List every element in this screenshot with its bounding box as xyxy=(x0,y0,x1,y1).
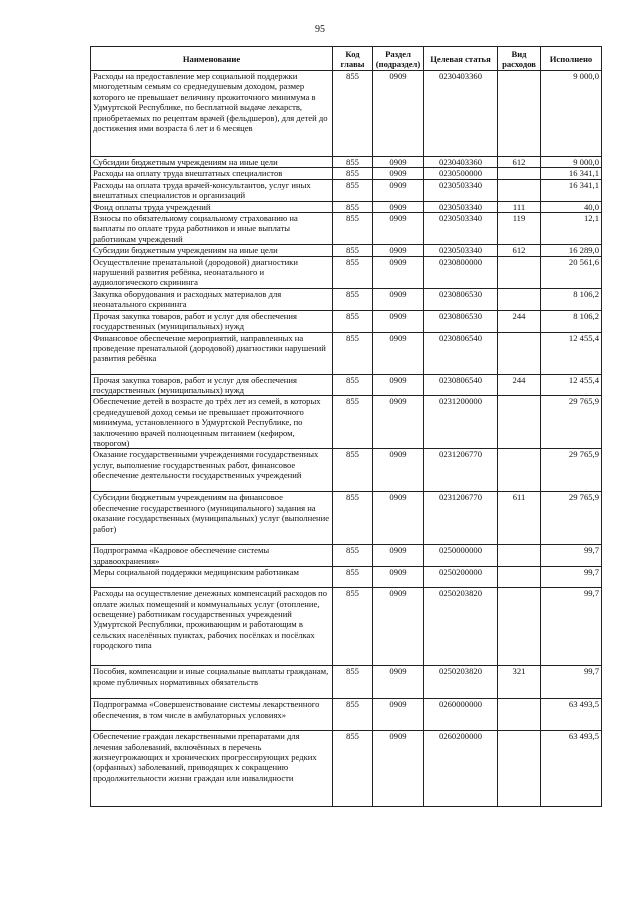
row-type: 111 xyxy=(498,201,541,212)
row-amount: 12,1 xyxy=(541,213,602,245)
row-amount: 29 765,9 xyxy=(541,449,602,492)
header-type: Вид расходов xyxy=(498,47,541,71)
table-row xyxy=(91,288,602,310)
row-type xyxy=(498,256,541,288)
row-amount: 16 341,1 xyxy=(541,168,602,179)
row-article: 0230806530 xyxy=(424,310,498,332)
row-article: 0250000000 xyxy=(424,545,498,567)
row-name: Прочая закупка товаров, работ и услуг для обеспечения государственных (муниципальных) нужд xyxy=(91,310,333,332)
row-article: 0250200000 xyxy=(424,567,498,588)
row-section: 0909 xyxy=(373,288,424,310)
row-code: 855 xyxy=(333,699,373,731)
row-section: 0909 xyxy=(373,567,424,588)
row-section: 0909 xyxy=(373,731,424,807)
row-type xyxy=(498,332,541,374)
row-code: 855 xyxy=(333,731,373,807)
row-name: Расходы на оплата труда врачей-консультантов, услуг иных внештатных специалистов и организаций xyxy=(91,179,333,201)
row-section: 0909 xyxy=(373,256,424,288)
row-article: 0230800000 xyxy=(424,256,498,288)
row-code: 855 xyxy=(333,256,373,288)
row-type: 244 xyxy=(498,374,541,396)
table-row xyxy=(91,256,602,288)
row-code: 855 xyxy=(333,492,373,545)
table-row xyxy=(91,731,602,807)
row-section: 0909 xyxy=(373,179,424,201)
row-type xyxy=(498,179,541,201)
row-section: 0909 xyxy=(373,168,424,179)
row-code: 855 xyxy=(333,332,373,374)
row-code: 855 xyxy=(333,588,373,666)
row-amount: 99,7 xyxy=(541,588,602,666)
row-section: 0909 xyxy=(373,588,424,666)
row-code: 855 xyxy=(333,245,373,256)
row-name: Фонд оплаты труда учреждений xyxy=(91,201,333,212)
row-name: Обеспечение детей в возрасте до трёх лет из семей, в которых среднедушевой доход семьи не превышает прожиточного минимума, установленного в Удмуртской Республике, по заключению врачей полноценным питанием (кефиром, творогом) xyxy=(91,396,333,449)
row-name: Расходы на предоставление мер социальной поддержки многодетным семьям со среднедушевым доходом, размер которого не превышает величину прожиточного минимума в Удмуртской Республике, по бесплатной выдаче лекарств, приобретаемых по рецептам врачей (фельдшеров), для детей до достижения ими возраста 6 лет и 6 месяцев xyxy=(91,71,333,157)
header-code: Код главы xyxy=(333,47,373,71)
row-type: 244 xyxy=(498,310,541,332)
row-type: 612 xyxy=(498,245,541,256)
row-code: 855 xyxy=(333,71,373,157)
row-type xyxy=(498,168,541,179)
table-row xyxy=(91,201,602,212)
table-row xyxy=(91,545,602,567)
row-name: Субсидии бюджетным учреждениям на иные цели xyxy=(91,245,333,256)
row-article: 0231206770 xyxy=(424,492,498,545)
table-row xyxy=(91,374,602,396)
table-row xyxy=(91,310,602,332)
table-row xyxy=(91,179,602,201)
row-code: 855 xyxy=(333,545,373,567)
row-name: Подпрограмма «Совершенствование системы лекарственного обеспечения, в том числе в амбулаторных условиях» xyxy=(91,699,333,731)
row-type xyxy=(498,699,541,731)
row-code: 855 xyxy=(333,179,373,201)
table-body xyxy=(91,71,602,807)
row-amount: 9 000,0 xyxy=(541,71,602,157)
row-code: 855 xyxy=(333,201,373,212)
table-row xyxy=(91,213,602,245)
row-article: 0230806540 xyxy=(424,332,498,374)
row-article: 0231206770 xyxy=(424,449,498,492)
row-amount: 99,7 xyxy=(541,567,602,588)
row-article: 0230403360 xyxy=(424,157,498,168)
row-code: 855 xyxy=(333,157,373,168)
row-type xyxy=(498,731,541,807)
table-row xyxy=(91,492,602,545)
row-amount: 12 455,4 xyxy=(541,374,602,396)
row-article: 0230503340 xyxy=(424,245,498,256)
table-row xyxy=(91,666,602,699)
row-name: Субсидии бюджетным учреждениям на финансовое обеспечение государственного (муниципального) задания на оказание государственных (муниципальных) услуг (выполнение работ) xyxy=(91,492,333,545)
row-section: 0909 xyxy=(373,666,424,699)
row-article: 0250203820 xyxy=(424,666,498,699)
row-amount: 16 289,0 xyxy=(541,245,602,256)
row-name: Подпрограмма «Кадровое обеспечение системы здравоохранения» xyxy=(91,545,333,567)
row-type xyxy=(498,545,541,567)
row-section: 0909 xyxy=(373,699,424,731)
row-article: 0260000000 xyxy=(424,699,498,731)
row-type: 611 xyxy=(498,492,541,545)
header-section: Раздел (подраздел) xyxy=(373,47,424,71)
row-article: 0250203820 xyxy=(424,588,498,666)
header-article: Целевая статья xyxy=(424,47,498,71)
row-code: 855 xyxy=(333,666,373,699)
row-code: 855 xyxy=(333,374,373,396)
table-row xyxy=(91,332,602,374)
budget-table xyxy=(90,46,602,807)
row-amount: 9 000,0 xyxy=(541,157,602,168)
row-code: 855 xyxy=(333,396,373,449)
row-name: Прочая закупка товаров, работ и услуг для обеспечения государственных (муниципальных) нужд xyxy=(91,374,333,396)
row-amount: 20 561,6 xyxy=(541,256,602,288)
row-amount: 63 493,5 xyxy=(541,731,602,807)
row-amount: 8 106,2 xyxy=(541,288,602,310)
row-code: 855 xyxy=(333,567,373,588)
row-article: 0230806530 xyxy=(424,288,498,310)
row-section: 0909 xyxy=(373,374,424,396)
row-type xyxy=(498,288,541,310)
row-article: 0230503340 xyxy=(424,213,498,245)
header-name: Наименование xyxy=(91,47,333,71)
row-amount: 8 106,2 xyxy=(541,310,602,332)
row-name: Пособия, компенсации и иные социальные выплаты гражданам, кроме публичных нормативных обязательств xyxy=(91,666,333,699)
row-article: 0230500000 xyxy=(424,168,498,179)
row-name: Взносы по обязательному социальному страхованию на выплаты по оплате труда работников и иные выплаты работникам учреждений xyxy=(91,213,333,245)
row-name: Субсидии бюджетным учреждениям на иные цели xyxy=(91,157,333,168)
row-amount: 12 455,4 xyxy=(541,332,602,374)
row-type: 321 xyxy=(498,666,541,699)
table-row xyxy=(91,449,602,492)
row-amount: 16 341,1 xyxy=(541,179,602,201)
row-section: 0909 xyxy=(373,71,424,157)
row-code: 855 xyxy=(333,288,373,310)
row-type: 612 xyxy=(498,157,541,168)
row-article: 0230806540 xyxy=(424,374,498,396)
header-executed: Исполнено xyxy=(541,47,602,71)
row-code: 855 xyxy=(333,213,373,245)
row-article: 0260200000 xyxy=(424,731,498,807)
table-row xyxy=(91,396,602,449)
row-section: 0909 xyxy=(373,396,424,449)
row-section: 0909 xyxy=(373,332,424,374)
table-row xyxy=(91,71,602,157)
row-section: 0909 xyxy=(373,245,424,256)
row-name: Закупка оборудования и расходных материалов для неонатального скрининга xyxy=(91,288,333,310)
row-amount: 63 493,5 xyxy=(541,699,602,731)
table-row xyxy=(91,157,602,168)
row-name: Расходы на осуществление денежных компенсаций расходов по оплате жилых помещений и коммунальных услуг (отопление, освещение) работникам государственных учреждений Удмуртской Республики, проживающим и работающим в сельских населённых пунктах, рабочих посёлках и посёлках городского типа xyxy=(91,588,333,666)
row-type xyxy=(498,449,541,492)
row-section: 0909 xyxy=(373,157,424,168)
row-type xyxy=(498,567,541,588)
row-type xyxy=(498,396,541,449)
row-name: Оказание государственными учреждениями государственных услуг, выполнение государственных работ, финансовое обеспечение деятельности государственных учреждений xyxy=(91,449,333,492)
row-section: 0909 xyxy=(373,492,424,545)
row-article: 0230503340 xyxy=(424,201,498,212)
row-name: Обеспечение граждан лекарственными препаратами для лечения заболеваний, включённых в перечень жизнеугрожающих и хронических прогрессирующих редких (орфанных) заболеваний, приводящих к сокращению продолжительности жизни граждан или инвалидности xyxy=(91,731,333,807)
row-amount: 99,7 xyxy=(541,666,602,699)
row-section: 0909 xyxy=(373,545,424,567)
row-article: 0230503340 xyxy=(424,179,498,201)
table-row xyxy=(91,567,602,588)
table-row xyxy=(91,588,602,666)
table-row xyxy=(91,245,602,256)
row-type xyxy=(498,588,541,666)
row-name: Осуществление пренатальной (дородовой) диагностики нарушений развития ребёнка, неонатального и аудиологического скрининга xyxy=(91,256,333,288)
row-article: 0231200000 xyxy=(424,396,498,449)
row-code: 855 xyxy=(333,449,373,492)
row-amount: 29 765,9 xyxy=(541,492,602,545)
row-section: 0909 xyxy=(373,213,424,245)
row-amount: 40,0 xyxy=(541,201,602,212)
page-number: 95 xyxy=(315,24,325,35)
row-type xyxy=(498,71,541,157)
row-code: 855 xyxy=(333,168,373,179)
table-row xyxy=(91,168,602,179)
row-amount: 29 765,9 xyxy=(541,396,602,449)
table-row xyxy=(91,699,602,731)
row-section: 0909 xyxy=(373,310,424,332)
row-name: Меры социальной поддержки медицинским работникам xyxy=(91,567,333,588)
row-section: 0909 xyxy=(373,449,424,492)
row-section: 0909 xyxy=(373,201,424,212)
row-name: Расходы на оплату труда внештатных специалистов xyxy=(91,168,333,179)
row-article: 0230403360 xyxy=(424,71,498,157)
row-name: Финансовое обеспечение мероприятий, направленных на проведение пренатальной (дородовой) диагностики нарушений развития ребёнка xyxy=(91,332,333,374)
table-header-row xyxy=(91,47,602,71)
row-amount: 99,7 xyxy=(541,545,602,567)
row-type: 119 xyxy=(498,213,541,245)
row-code: 855 xyxy=(333,310,373,332)
